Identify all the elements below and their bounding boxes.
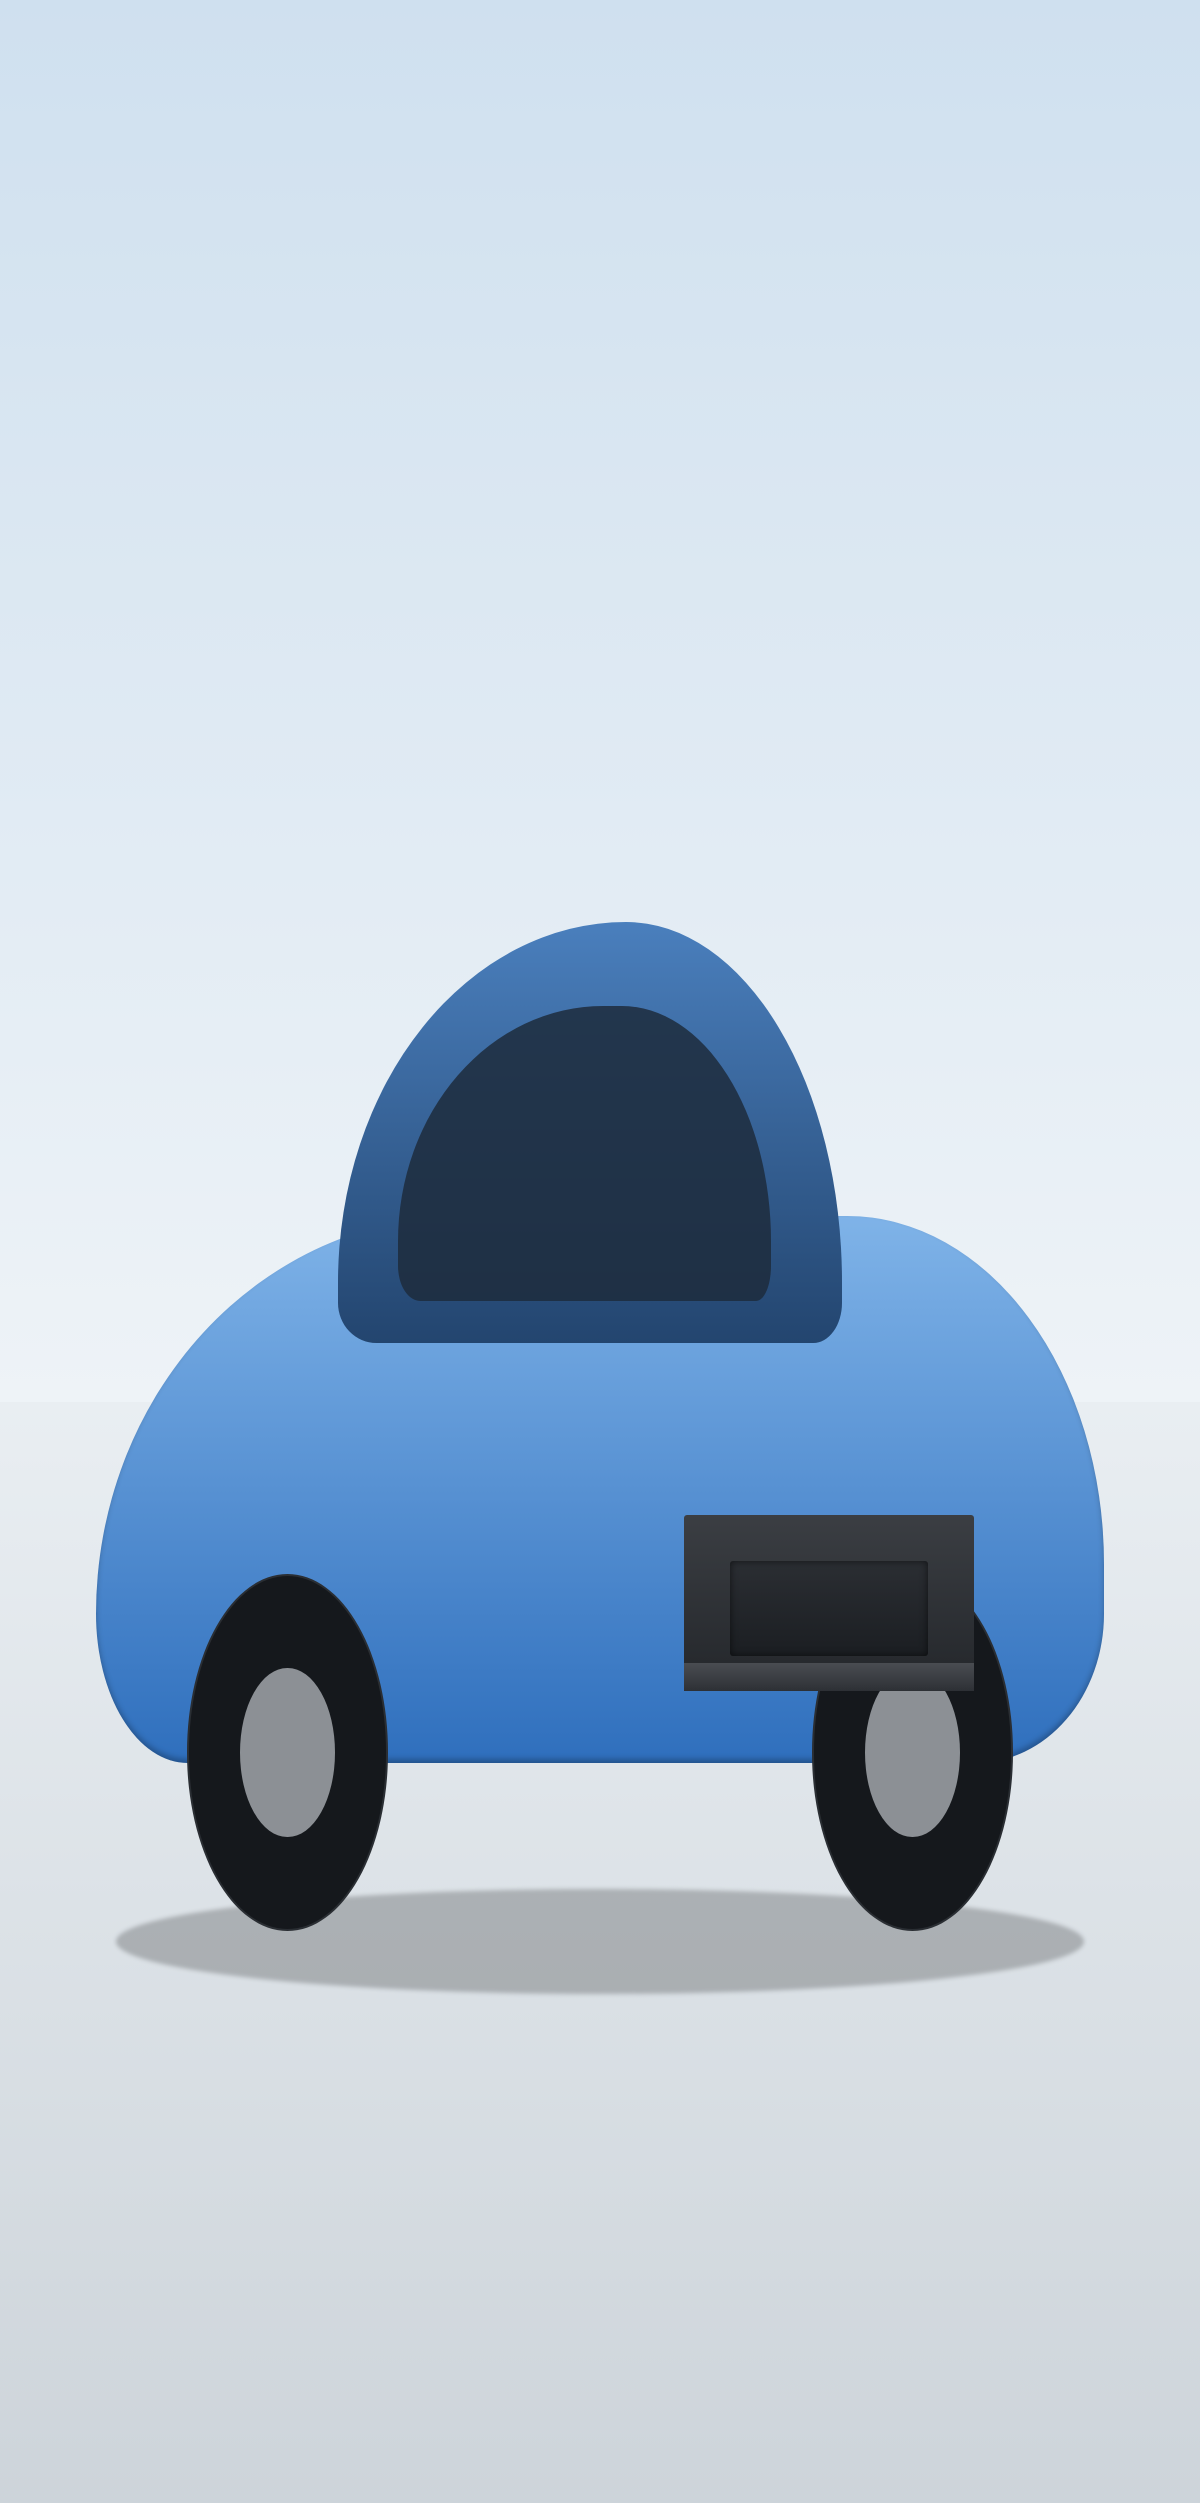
gallery-front-view [226, 1503, 536, 1723]
monitor-bezel [226, 1503, 536, 1689]
product-gallery [50, 1461, 1150, 1777]
monitor-back-plate [730, 1561, 927, 1656]
monitor-back-strip [684, 1663, 974, 1691]
monitor-back-shell [684, 1515, 974, 1691]
